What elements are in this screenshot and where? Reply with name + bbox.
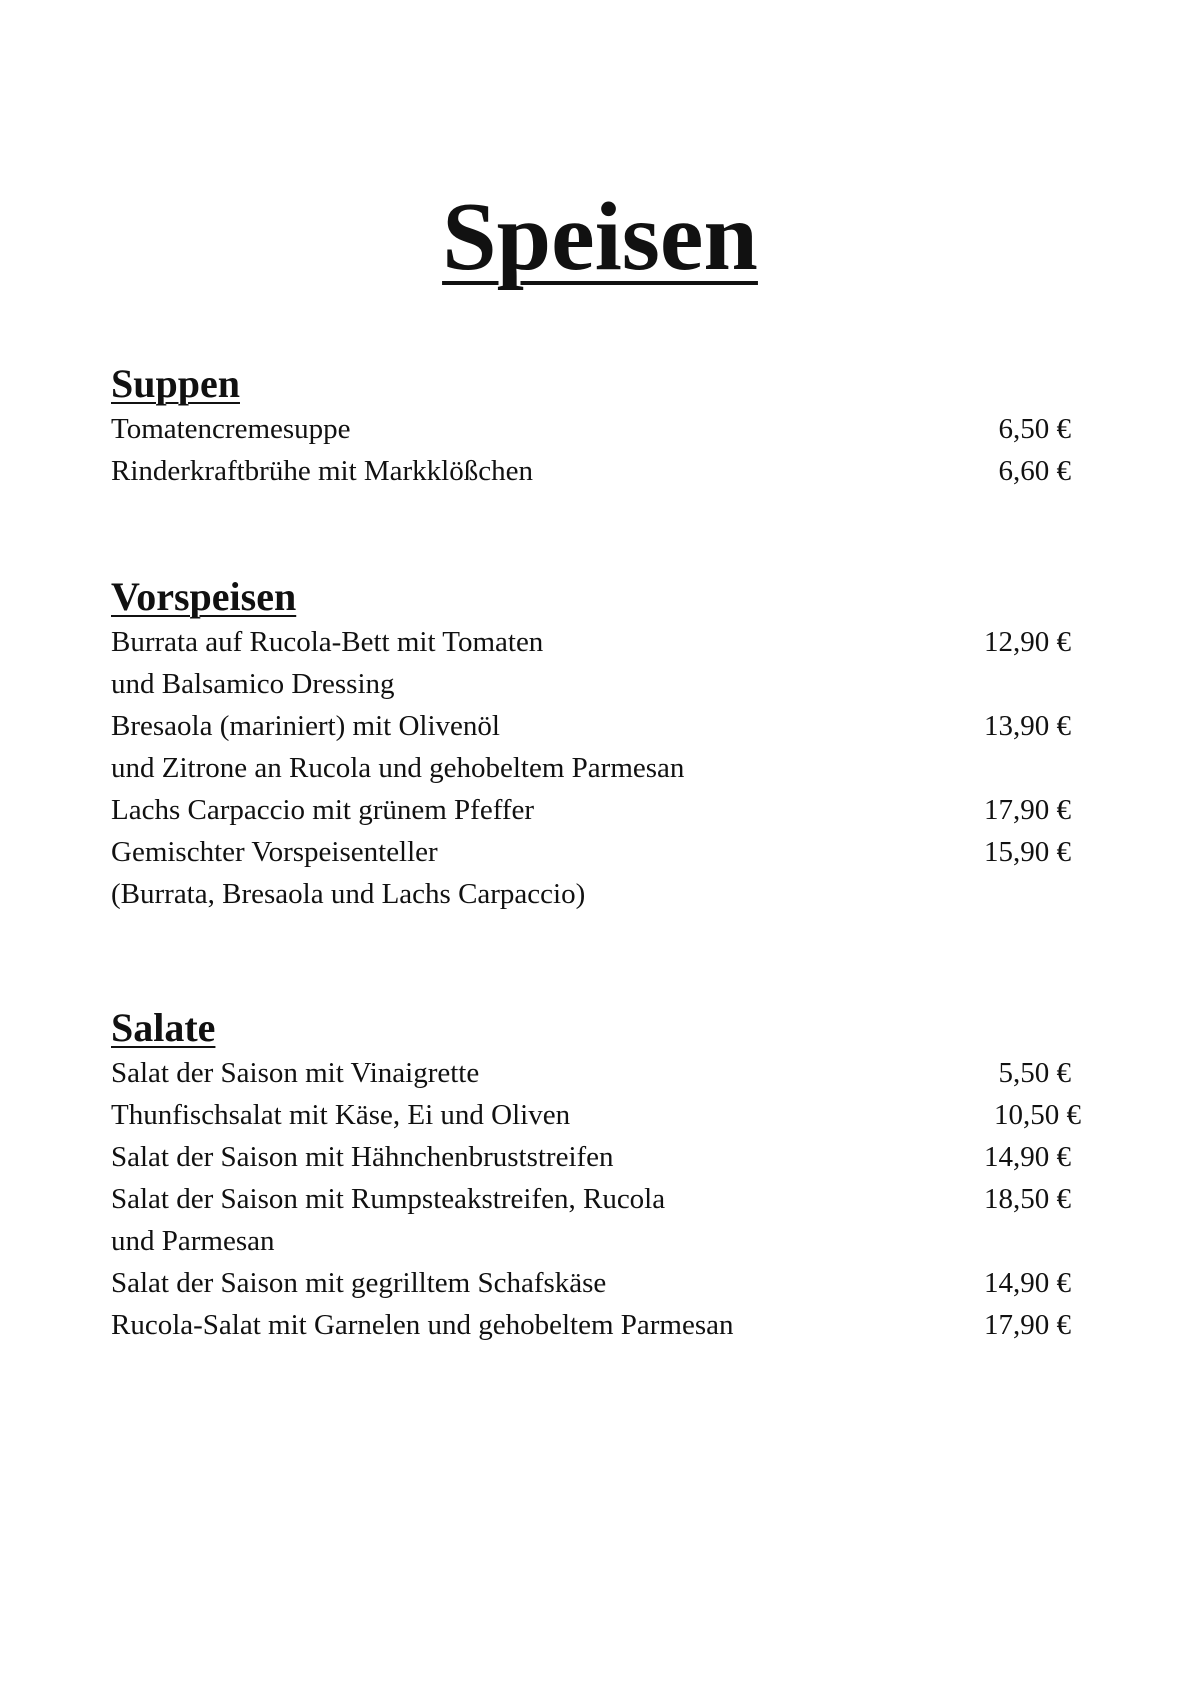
- menu-item-description: und Parmesan: [111, 1225, 275, 1257]
- section-vorspeisen: [111, 575, 1071, 915]
- menu-item: [111, 705, 1071, 747]
- menu-item: [111, 1094, 1081, 1136]
- menu-item-price: 5,50 €: [998, 1057, 1071, 1089]
- menu-item-price: 14,90 €: [984, 1267, 1071, 1299]
- menu-item-name: Rinderkraftbrühe mit Markklößchen: [111, 455, 533, 487]
- menu-item-price: 13,90 €: [984, 710, 1071, 742]
- menu-item: [111, 1262, 1071, 1304]
- menu-item-price: 14,90 €: [984, 1141, 1071, 1173]
- section-heading: Suppen: [111, 361, 240, 406]
- menu-item-price: 10,50 €: [994, 1099, 1081, 1131]
- menu-item-continuation: [111, 873, 1071, 915]
- menu-item-price: 18,50 €: [984, 1183, 1071, 1215]
- menu-item: [111, 450, 1071, 492]
- menu-item-name: Salat der Saison mit Rumpsteakstreifen, Rucola: [111, 1183, 666, 1215]
- menu-item-price: 12,90 €: [984, 626, 1071, 658]
- menu-item-name: Burrata auf Rucola-Bett mit Tomaten: [111, 626, 544, 658]
- menu-item-description: und Zitrone an Rucola und gehobeltem Parmesan: [111, 752, 685, 784]
- menu-item: [111, 1136, 1071, 1178]
- menu-item: [111, 1052, 1071, 1094]
- menu-item-description: und Balsamico Dressing: [111, 668, 395, 700]
- menu-item: [111, 408, 1071, 450]
- menu-item-name: Bresaola (mariniert) mit Olivenöl: [111, 710, 500, 742]
- menu-item-price: 17,90 €: [984, 794, 1071, 826]
- menu-item-continuation: [111, 663, 1071, 705]
- menu-item-name: Salat der Saison mit Vinaigrette: [111, 1057, 480, 1089]
- menu-item: [111, 789, 1071, 831]
- menu-item: [111, 621, 1071, 663]
- menu-item-price: 6,60 €: [998, 455, 1071, 487]
- menu-item-description: (Burrata, Bresaola und Lachs Carpaccio): [111, 878, 586, 910]
- menu-item: [111, 831, 1071, 873]
- page-title-text: Speisen: [442, 183, 758, 291]
- menu-item-name: Tomatencremesuppe: [111, 413, 351, 445]
- page-title: [0, 183, 1200, 291]
- menu-item-name: Salat der Saison mit Hähnchenbruststreifen: [111, 1141, 614, 1173]
- section-heading: Vorspeisen: [111, 574, 297, 619]
- section-suppen: [111, 362, 1071, 492]
- menu-item-name: Lachs Carpaccio mit grünem Pfeffer: [111, 794, 535, 826]
- menu-item: [111, 1178, 1071, 1220]
- section-heading: Salate: [111, 1005, 216, 1050]
- menu-item-price: 17,90 €: [984, 1309, 1071, 1341]
- menu-item-name: Gemischter Vorspeisenteller: [111, 836, 438, 868]
- menu-item-price: 15,90 €: [984, 836, 1071, 868]
- section-salate: [111, 1005, 1081, 1346]
- menu-item-name: Thunfischsalat mit Käse, Ei und Oliven: [111, 1099, 571, 1131]
- menu-item: [111, 1304, 1071, 1346]
- menu-item-continuation: [111, 747, 1071, 789]
- menu-item-continuation: [111, 1220, 1071, 1262]
- menu-item-name: Rucola-Salat mit Garnelen und gehobeltem Parmesan: [111, 1309, 734, 1341]
- menu-item-price: 6,50 €: [998, 413, 1071, 445]
- menu-item-name: Salat der Saison mit gegrilltem Schafskäse: [111, 1267, 607, 1299]
